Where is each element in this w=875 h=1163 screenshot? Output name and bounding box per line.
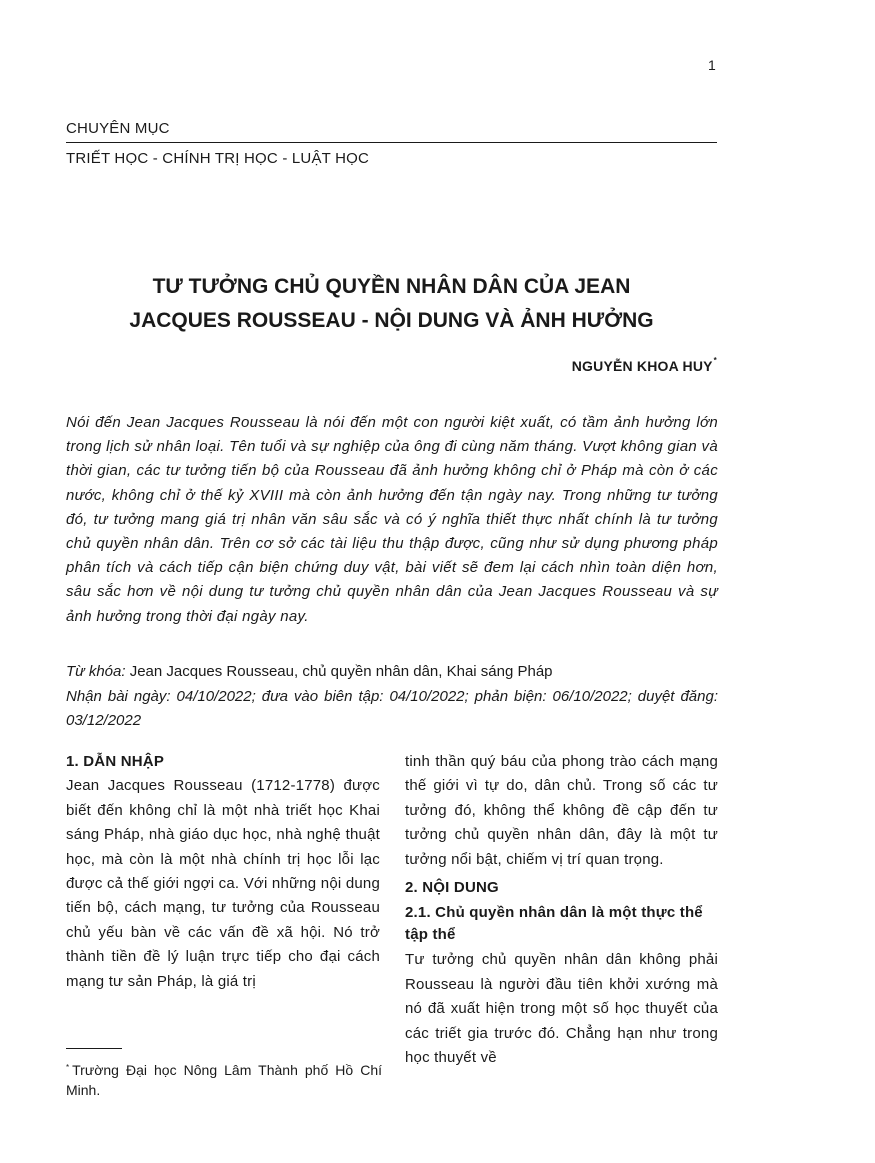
article-title-line-1: TƯ TƯỞNG CHỦ QUYỀN NHÂN DÂN CỦA JEAN [152, 275, 631, 298]
abstract: Nói đến Jean Jacques Rousseau là nói đến một con người kiệt xuất, có tầm ảnh hưởng lớn trong lịch sử nhân loại. Tên tuổi và sự nghiệp của ông đi cùng năm tháng. Vượt không gian và thời gian, các tư tưởng tiến bộ của Rousseau đã ảnh hưởng không chỉ ở Pháp mà còn ở các nước, không chỉ ở thế kỷ XVIII mà còn ảnh hưởng đến tận ngày nay. Trong những tư tưởng đó, tư tưởng mang giá trị nhân văn sâu sắc và có ý nghĩa thiết thực nhất chính là tư tưởng chủ quyền nhân dân. Trên cơ sở các tài liệu thu thập được, cũng như sử dụng phương pháp phân tích và cách tiếp cận biện chứng duy vật, bài viết sẽ đem lại cách nhìn toàn diện hơn, sâu sắc hơn về nội dung tư tưởng chủ quyền nhân dân của Jean Jacques Rousseau và sự ảnh hưởng trong thời đại ngày nay. [66, 414, 718, 625]
footnote [66, 1060, 382, 1100]
section-1-paragraph: Jean Jacques Rousseau (1712-1778) được biết đến không chỉ là một nhà triết học Khai sáng Pháp, nhà giáo dục học, nhà nghệ thuật học, mà còn là một nhà chính trị học lỗi lạc được cả thế giới ngợi ca. Với những nội dung tiến bộ, cách mạng, tư tưởng của Rousseau chủ yếu bàn về các vấn đề xã hội. Nó trở thành tiền đề lý luận trực tiếp cho đại cách mạng tư sản Pháp, là giá trị [66, 777, 380, 990]
article-title [66, 270, 717, 338]
author-footnote-marker: * [713, 356, 717, 365]
left-column [66, 750, 380, 994]
section-2-heading: 2. NỘI DUNG [405, 879, 499, 897]
right-column [405, 750, 718, 1070]
subsection-2-1-paragraph: Tư tưởng chủ quyền nhân dân không phải Rousseau là người đầu tiên khởi xướng mà nó đã xuất hiện trong một số học thuyết của các triết gia trước đó. Chẳng hạn như trong học thuyết về [405, 951, 718, 1067]
author-name: NGUYỄN KHOA HUY [571, 358, 713, 374]
subsection-2-1-heading: 2.1. Chủ quyền nhân dân là một thực thể tập thể [405, 904, 703, 944]
submission-dates: Nhận bài ngày: 04/10/2022; đưa vào biên tập: 04/10/2022; phản biện: 06/10/2022; duyệt đăng: 03/12/2022 [66, 688, 718, 729]
keywords-value: Jean Jacques Rousseau, chủ quyền nhân dân, Khai sáng Pháp [129, 663, 553, 680]
page-number: 1 [708, 57, 716, 73]
footnote-divider [66, 1048, 122, 1049]
section-1-paragraph-continued: tinh thần quý báu của phong trào cách mạng thế giới vì tự do, dân chủ. Trong số các tư tưởng đó, không thể không đề cập đến tư tưởng chủ quyền nhân dân, đây là một tư tưởng nổi bật, chiếm vị trí quan trọng. [405, 753, 718, 868]
section-1-heading: 1. DẪN NHẬP [66, 753, 165, 770]
footnote-marker: * [66, 1063, 70, 1072]
keywords-label: Từ khóa: [66, 663, 126, 680]
category-value: TRIẾT HỌC - CHÍNH TRỊ HỌC - LUẬT HỌC [66, 150, 370, 167]
author [572, 358, 717, 374]
keywords [66, 660, 718, 684]
header-divider [66, 142, 717, 143]
footnote-text: Trường Đại học Nông Lâm Thành phố Hồ Chí Minh. [66, 1062, 382, 1098]
category-label: CHUYÊN MỤC [66, 120, 170, 137]
article-title-line-2: JACQUES ROUSSEAU - NỘI DUNG VÀ ẢNH HƯỞNG [129, 309, 654, 332]
